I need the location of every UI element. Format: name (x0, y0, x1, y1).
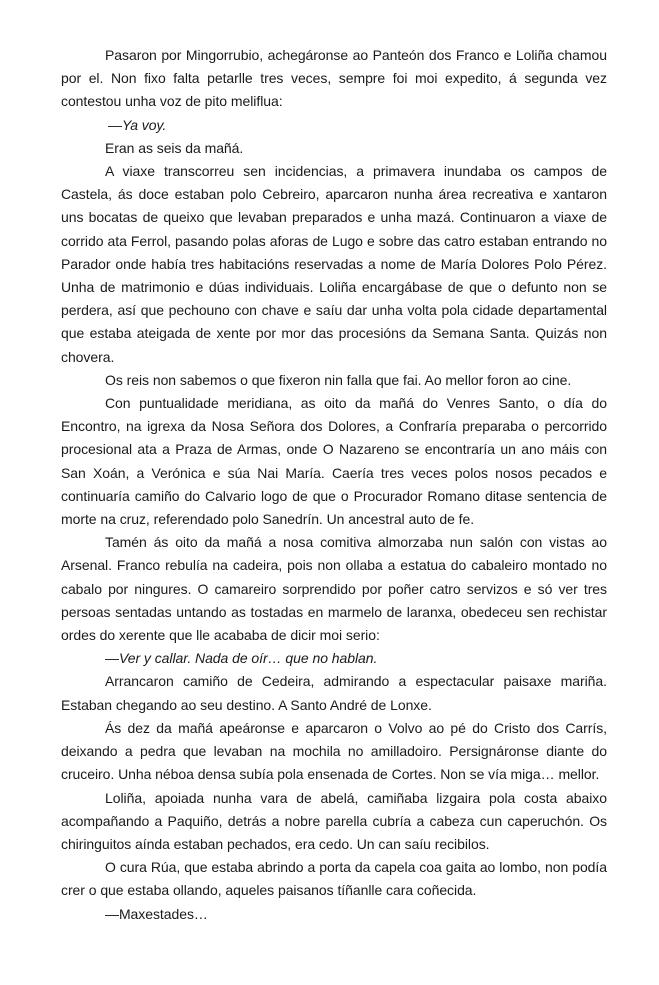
paragraph-6: Con puntualidade meridiana, as oito da mañá do Venres Santo, o día do Encontro, na igrexa da Nosa Señora dos Dolores, a Confraría preparaba o percorrido procesional ata a Praza de Armas, onde O Nazareno se encontraría un ano máis con San Xoán, a Verónica e súa Nai María. Caería tres veces polos nosos pecados e continuaría camiño do Calvario logo de que o Procurador Romano ditase sentencia de morte na cruz, referendado polo Sanedrín. Un ancestral auto de fe. (61, 395, 607, 528)
paragraph-1: Pasaron por Mingorrubio, achegáronse ao Panteón dos Franco e Loliña chamou por el. Non fixo falta petarlle tres veces, sempre foi moi expedito, á segunda vez contestou unha voz de pito meliflua: (61, 47, 607, 110)
dialog-text: Ver y callar. Nada de oír… que no hablan. (118, 650, 378, 667)
paragraph-13: —Maxestades… (105, 905, 208, 922)
dialog-line-ya-voy (61, 114, 607, 137)
paragraph-5: Os reis non sabemos o que fixeron nin falla que fai. Ao mellor foron ao cine. (105, 371, 572, 388)
dialog-dash: — (105, 650, 119, 667)
dialog-dash: — (108, 116, 122, 133)
paragraph-9: Arrancaron camiño de Cedeira, admirando a espectacular paisaxe mariña. Estaban chegando ao seu destino. A Santo André de Lonxe. (61, 673, 607, 713)
dialog-line-ver-y-callar (61, 647, 607, 670)
paragraph-12: O cura Rúa, que estaba abrindo a porta da capela coa gaita ao lombo, non podía crer o que estaba ollando, aqueles paisanos tíñanlle cara coñecida. (61, 859, 607, 899)
paragraph-7: Tamén ás oito da mañá a nosa comitiva almorzaba nun salón con vistas ao Arsenal. Franco rebulía na cadeira, pois non ollaba a estatua do cabaleiro montado no cabalo por ningures. O camareiro sorprendido por poñer catro servizos e só ver tres persoas sentadas untando as tostadas en marmelo de laranxa, obedeceu sen rechistar ordes do xerente que lle acababa de dicir moi serio: (61, 534, 607, 644)
paragraph-11: Loliña, apoiada nunha vara de abelá, camiñaba lizgaira pola costa abaixo acompañando a Paquiño, detrás a nobre parella cubría a cabeza cun caperuchón. Os chiringuitos aínda estaban pechados, era cedo. Un can saíu recibilos. (61, 789, 607, 852)
dialog-text: Ya voy. (121, 116, 167, 133)
paragraph-10: Ás dez da mañá apeáronse e aparcaron o Volvo ao pé do Cristo dos Carrís, deixando a pedra que levaban na mochila no amilladoiro. Persignáronse diante do cruceiro. Unha néboa densa subía pola ensenada de Cortes. Non se vía miga… mellor. (61, 719, 607, 783)
document-body (61, 44, 607, 926)
paragraph-3: Eran as seis da mañá. (105, 139, 244, 156)
paragraph-4: A viaxe transcorreu sen incidencias, a primavera inundaba os campos de Castela, ás doce estaban polo Cebreiro, aparcaron nunha área recreativa e xantaron uns bocatas de queixo que levaban preparados e unha mazá. Continuaron a viaxe de corrido ata Ferrol, pasando polas aforas de Lugo e sobre das catro estaban entrando no Parador onde había tres habitacións reservadas a nome de María Dolores Polo Pérez. Unha de matrimonio e dúas individuais. Loliña encargábase de que o defunto non se perdera, así que pechouno con chave e saíu dar unha volta pola cidade departamental que estaba ateigada de xente por mor das procesións da Semana Santa. Quizás non chovera. (61, 163, 607, 365)
